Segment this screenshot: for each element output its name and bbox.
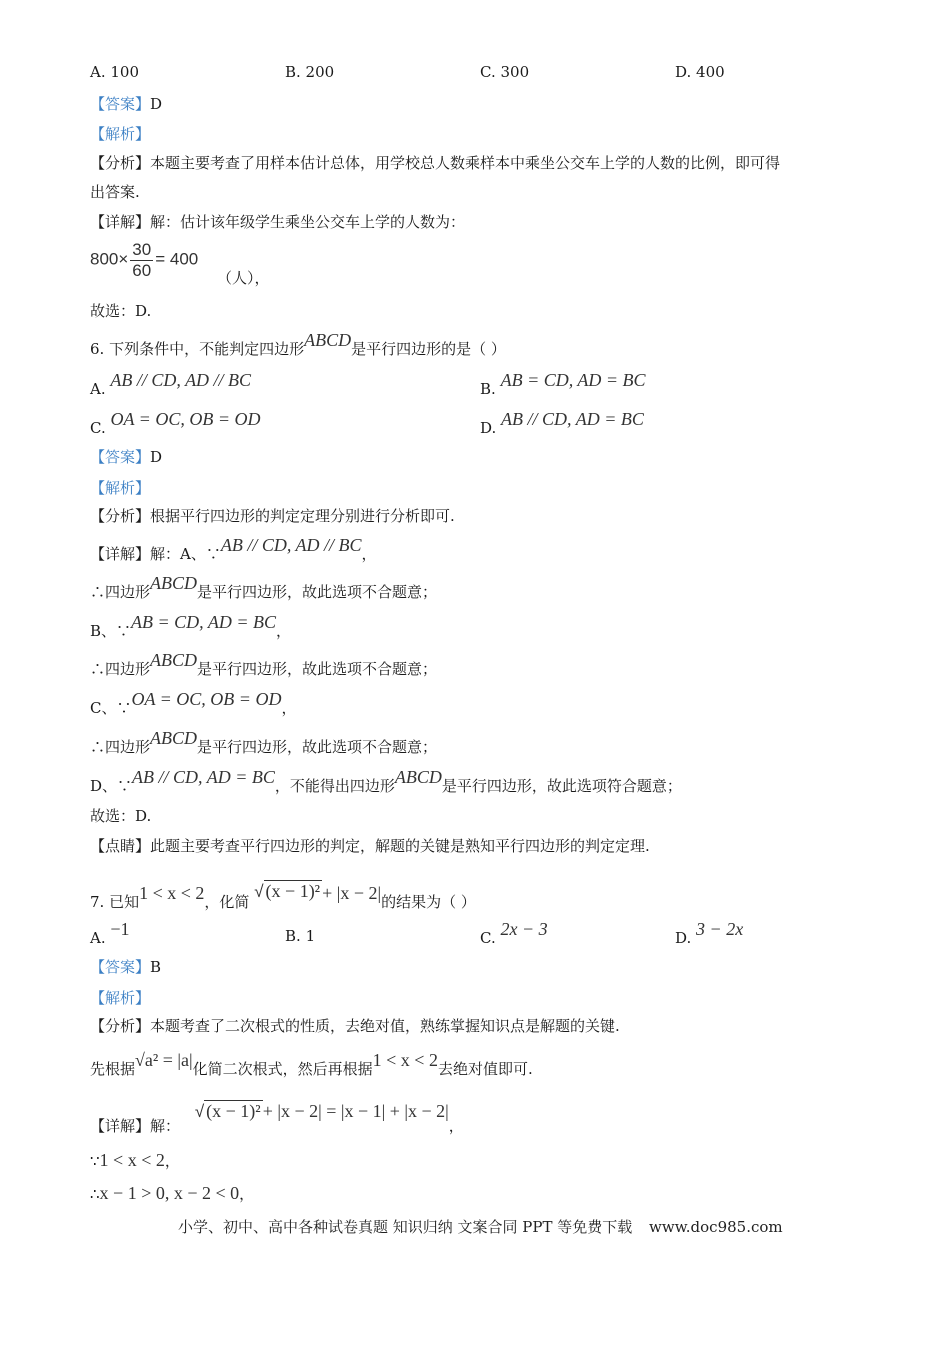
q6-xiangjie [90,535,377,564]
hint-mid: 化简二次根式，然后再根据 [192,1060,373,1078]
fenxi-text: 本题主要考查了用样本估计总体，用学校总人数乘样本中乘坐公交车上学的人数的比例，即可得 [150,154,781,172]
option-math: AB // CD, AD // BC [110,370,252,390]
q6-fenxi [90,506,455,526]
sqrt-icon: √ [254,882,264,901]
option-label: A. [90,380,106,398]
stem-condition: 1 < x < 2 [139,883,205,903]
fenxi-label: 【分析】 [90,1017,151,1035]
xiangjie-label: 【详解】 [90,1117,151,1135]
option-label: C. [480,929,496,947]
xiangjie-sqrt [195,1103,263,1121]
step-suffix: ， [276,622,292,640]
q5-guxuan [90,301,151,321]
footer-link[interactable]: www.doc985.com [649,1218,783,1236]
step-math: AB // CD, AD = BC [132,767,275,787]
fenxi-label: 【分析】 [90,154,151,172]
q6-step-5 [90,728,438,757]
step-suffix: ，不能得出四边形 [274,777,395,795]
xiangjie-text: 解：估计该年级学生乘坐公交车上学的人数为： [150,213,466,231]
guxuan-text: 故选：D. [90,807,152,825]
option-math: AB = CD, AD = BC [500,370,646,390]
q6-dianjing [90,836,650,856]
xiangjie-expression: + |x − 2| = |x − 1| + |x − 2| [262,1101,449,1121]
stem-mid: ，化简 [204,893,250,911]
sqrt-radicand: (x − 1)² [206,1101,261,1121]
step-prefix: ∴四边形 [90,583,151,601]
answer-value: D [150,448,163,466]
q6-step-6 [90,767,682,796]
q7-options [90,919,870,948]
step-prefix: ∴四边形 [90,660,151,678]
xiangjie-prefix: 解： [150,1117,181,1135]
sqrt-radicand: (x − 1)² [265,881,321,901]
q5-jiexi [90,124,150,144]
hint-math: √a² = |a| [135,1050,193,1070]
step-suffix: 是平行四边形，故此选项不合题意； [197,738,438,756]
step-prefix: ∵ [90,1152,100,1170]
q7-step-2 [90,1183,254,1204]
dianjing-text: 此题主要考查平行四边形的判定，解题的关键是熟知平行四边形的判定定理. [150,837,650,855]
step-suffix: ， [164,1152,180,1170]
step-suffix: 是平行四边形，故此选项不合题意； [197,660,438,678]
step-math: x − 1 > 0, x − 2 < 0 [99,1183,240,1203]
q7-option-a [90,919,285,948]
option-math: −1 [110,919,130,939]
jiexi-label: 【解析】 [90,125,151,143]
sqrt-icon: √ [194,1102,205,1121]
formula-unit: （人）， [217,268,270,287]
q5-answer [90,94,162,114]
option-label: D. [480,419,497,437]
step-math: ABCD [150,650,198,670]
step-math: 1 < x < 2 [99,1150,165,1170]
q7-fenxi [90,1016,620,1036]
answer-label: 【答案】 [90,448,151,466]
answer-label: 【答案】 [90,95,151,113]
q7-hint [90,1050,533,1079]
q7-option-c [480,919,675,948]
option-math: 1 [305,927,316,945]
q6-guxuan [90,806,151,826]
stem-math: ABCD [304,330,352,350]
answer-value: D [150,95,163,113]
option-label: A. [90,929,106,947]
q7-jiexi [90,988,150,1008]
option-label: B. [285,927,301,945]
q5-fenxi [90,153,780,173]
fenxi-label: 【分析】 [90,507,151,525]
fraction-denominator: 60 [132,261,152,280]
q5-option-d: D. 400 [675,63,725,81]
option-math: 2x − 3 [500,919,548,939]
step-suffix: 是平行四边形，故此选项不合题意； [197,583,438,601]
option-math: 3 − 2x [696,919,744,939]
q5-option-c: C. 300 [480,63,530,81]
stem-suffix: 的结果为（ ） [381,893,476,911]
step-prefix: C、∵ [90,699,132,717]
q6-option-d [480,409,644,438]
sqrt-expression [254,883,322,901]
step-math-2: ABCD [394,767,442,787]
dianjing-label: 【点睛】 [90,837,151,855]
q6-stem [90,330,506,359]
step-suffix-2: 是平行四边形，故此选项符合题意； [441,777,682,795]
option-math: OA = OC, OB = OD [110,409,261,429]
q7-xiangjie [90,1101,464,1136]
q5-option-b: B. 200 [285,63,335,81]
hint-condition: 1 < x < 2 [372,1050,438,1070]
hint-prefix: 先根据 [90,1060,136,1078]
fenxi-text: 本题考查了二次根式的性质，去绝对值，熟练掌握知识点是解题的关键. [150,1017,620,1035]
fenxi-text: 根据平行四边形的判定定理分别进行分析即可. [150,507,455,525]
q5-fenxi-cont [90,182,140,202]
q7-option-b [285,927,480,948]
xiangjie-suffix: ， [448,1117,464,1135]
fenxi-text-cont: 出答案. [90,183,140,201]
q6-option-b [480,370,646,399]
option-math: AB // CD, AD = BC [501,409,644,429]
abs-expression: + |x − 2| [322,883,382,903]
fraction [130,240,153,281]
hint-suffix: 去绝对值即可. [437,1060,533,1078]
stem-prefix: 6. 下列条件中，不能判定四边形 [90,340,305,358]
guxuan-text: 故选：D. [90,302,152,320]
step-suffix: ， [239,1185,255,1203]
step-prefix: D、∵ [90,777,133,795]
q5-formula [90,240,270,287]
fraction-numerator: 30 [132,240,152,259]
option-label: D. [675,929,692,947]
stem-suffix: 是平行四边形的是（ ） [351,340,506,358]
option-label: C. [90,419,106,437]
q7-step-1 [90,1150,180,1171]
step-math: AB // CD, AD // BC [220,535,362,555]
step-math: ABCD [150,573,198,593]
formula-right: = 400 [155,249,199,269]
q7-answer [90,957,161,977]
q6-answer [90,447,162,467]
jiexi-label: 【解析】 [90,989,151,1007]
q5-xiangjie [90,212,465,232]
step-prefix: ∴ [90,1185,100,1203]
q6-option-a [90,370,252,399]
q6-jiexi [90,478,150,498]
formula-left: 800× [90,249,129,269]
xiangjie-label: 【详解】 [90,213,151,231]
step-suffix: ， [361,545,377,563]
step-suffix: ， [281,699,297,717]
jiexi-label: 【解析】 [90,479,151,497]
q6-step-2 [90,612,292,641]
step-math: OA = OC, OB = OD [131,689,282,709]
step-math: AB = CD, AD = BC [131,612,276,632]
q5-options [90,63,870,81]
answer-label: 【答案】 [90,958,151,976]
q6-step-3 [90,650,438,679]
answer-value: B [150,958,162,976]
q5-option-a: A. 100 [90,63,139,81]
q6-step-1 [90,573,438,602]
stem-prefix: 7. 已知 [90,893,140,911]
step-math: ABCD [150,728,198,748]
option-label: B. [480,380,496,398]
step-prefix: ∴四边形 [90,738,151,756]
step-prefix: B、∵ [90,622,132,640]
page-footer [178,1216,783,1237]
xiangjie-label: 【详解】 [90,545,151,563]
footer-text: 小学、初中、高中各种试卷真题 知识归纳 文案合同 PPT 等免费下载 [178,1218,633,1236]
q7-option-d [675,919,870,948]
xiangjie-prefix: 解：A、∵ [150,545,221,563]
q6-step-4 [90,689,297,718]
q7-stem [90,881,476,912]
q6-option-c [90,409,261,438]
